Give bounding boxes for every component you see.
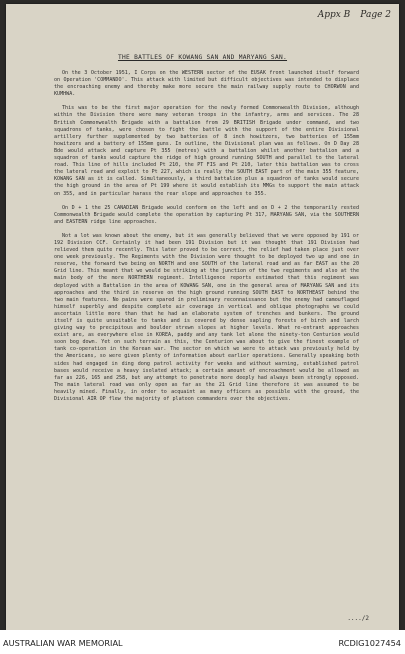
handwritten-annotation (318, 10, 391, 20)
paragraph: Not a lot was known about the enemy, but it was generally believed that we were opposed by 191 or 192 Division CCF. Certainly it had been 191 Division but it was thought that 191 Division had relieved them quite recently. This later proved to be correct, the relief had taken place just over one week previously. The Regiments with the Division were thought to be deployed two up and one in reserve, the forward two being on NORTH and one SOUTH of the lateral road and as far EAST as the 20 Grid line. This meant that we would be striking at the junction of the two regiments and also at the main body of the more NORTHERN regiment. Intelligence reports estimated that this regiment was deployed with a Battalion in the area of KOWANG SAN, one in the general area of MARYANG SAN and its approaches and the third in reserve on the high ground running SOUTH EAST to NORTHEAST behind the two main features. No pains were spared in preliminary reconnaissance but the enemy had camouflaged himself superbly and despite complete air coverage in vertical and oblique photographs we could ascertain little more than that he had an elaborate system of trenches and bunkers. The ground itself is quite unsuitable to tanks and is covered by dense sapling forests of birch and larch giving way to precipitous and boulder strewn slopes at higher levels. What re-entrant approaches exist are, as everywhere else in KOREA, paddy and any tank let alone the ninety-ton Centurion would soon bog down. Yet on such terrain as this, the Centurion was about to give the finest example of tank co-operation in the Korean war. The sector on which we were to attack was previously held by the Americans, so were given plenty of information about earlier operations. Generally speaking both sides had engaged in ding dong patrol activity for weeks and without warning, established patrol bases would receive a heavy isolated attack; a certain amount of encroachment would be allowed as far as 226, 165 and 258, but any attempt to penetrate more deeply had always been strongly opposed. The main lateral road was only open as far as the 21 Grid line therefore it was assumed to be heavily mined. Finally, in order to acquaint as many officers as possible with the ground, the Divisional AIR OP flew the majority of platoon commanders over the objectives. (54, 232, 359, 403)
document-page (6, 4, 399, 630)
archive-caption-bar (0, 630, 405, 654)
annotation-appx: Appx B (317, 10, 351, 20)
continuation-mark: ..../2 (347, 615, 369, 622)
paragraph: On D + 1 the 25 CANADIAN Brigade would conform on the left and on D + 2 the temporarily rested Commonwealth Brigade would complete the operation by capturing Pt 317, MARYANG SAN, via the SOUTHERN and EASTERN ridge line approaches. (54, 204, 359, 225)
document-title: THE BATTLES OF KOWANG SAN AND MARYANG SAN. (117, 54, 288, 61)
archive-id: RCDIG1027454 (338, 638, 401, 648)
paragraph: On the 3 October 1951, I Corps on the WESTERN sector of the EUSAK front launched itself forward on Operation 'COMMANDO'. This attack with limited but difficult objectives was intended to displace the encroaching enemy and thereby make more secure the main railway supply route to CHORWON and KUMHWA. (54, 70, 359, 98)
document-body (54, 70, 359, 410)
annotation-page: Page 2 (360, 10, 391, 20)
paragraph: This was to be the first major operation for the newly formed Commonwealth Division, although within the Division there were many veteran troops in the infantry, arms and services. The 28 British Commonwealth Brigade with a battalion from 29 BRITISH Brigade under command, and two squadrons of tanks, were chosen to fight the battle with the support of the entire Divisional artillery further supplemented by two batteries of 8 inch howitzers, two batteries of 155mm howitzers and a battery of 155mm guns. In outline, the Divisional plan was as follows. On D Day 28 Bde would attack and capture Pt 355 (metres) with a battalion whilst another battalion and a squadron of tanks would capture the ridge of high ground running SOUTH and parallel to the lateral road. This line of hills included Pt 210, the PT FIS and Pt 210, later this battalion was to cross the lateral road and exploit to Pt 227, which is really the SOUTH EAST part of the main 355 feature, KOWANG SAN as it is called. Simultaneously, a third battalion plus a squadron of tanks would secure the high ground in the area of Pt 199 where it would establish its MMGs to support the main attack on 355, and in particular harass the rear slope and approaches to 355. (54, 105, 359, 197)
archive-name: AUSTRALIAN WAR MEMORIAL (3, 638, 123, 648)
